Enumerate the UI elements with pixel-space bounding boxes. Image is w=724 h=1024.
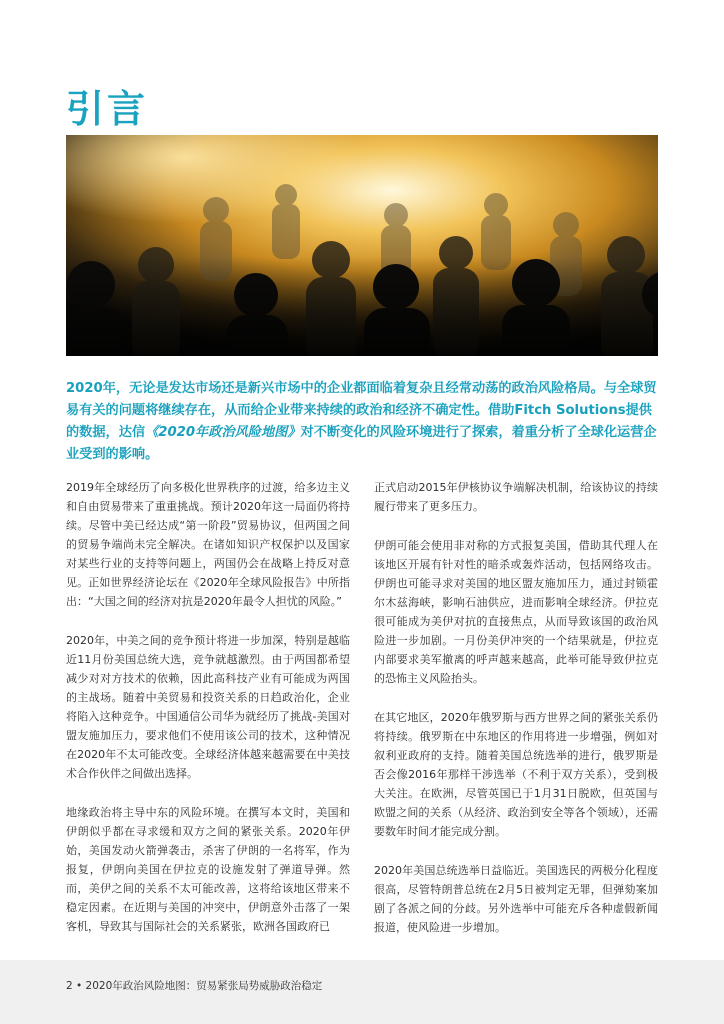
body-paragraph: 正式启动2015年伊核协议争端解决机制，给该协议的持续履行带来了更多压力。 xyxy=(374,481,658,513)
body-paragraph: 2019年全球经历了向多极化世界秩序的过渡，给多边主义和自由贸易带来了重重挑战。预计2020年这一局面仍将持续。尽管中美已经达成“第一阶段”贸易协议，但两国之间的贸易争端尚未完全解决。在诸如知识产权保护以及国家对某些行业的支持等问题上，两国仍会在战略上持反对意见。正如世界经济论坛在《2020年全球风险报告》中所指出：“大国之间的经济对抗是2020年最令人担忧的风险。” xyxy=(66,481,350,608)
lead-text-1: 2020年，无论是发达市场还是新兴市场中的企业都面临着复杂且经常动荡的政治风险格局。与全球贸易有关的问题将继续存在，从而给企业带来持续的政治和经济不确定性。借助Fitch Solutions提供的数据，达信 xyxy=(66,381,657,440)
page-footer xyxy=(0,960,724,1024)
body-paragraph: 伊朗可能会使用非对称的方式报复美国，借助其代理人在该地区开展有针对性的暗杀或轰炸活动，包括网络攻击。伊朗也可能寻求对美国的地区盟友施加压力，通过封锁霍尔木兹海峡，影响石油供应，进而影响全球经济。伊拉克很可能成为美伊对抗的直接焦点，从而导致该国的政治风险进一步加剧。一月份美伊冲突的一个结果就是，伊拉克内部要求美军撤离的呼声越来越高，此举可能导致伊拉克的恐怖主义风险抬头。 xyxy=(374,539,658,685)
body-paragraph: 2020年美国总统选举日益临近。美国选民的两极分化程度很高，尽管特朗普总统在2月5日被判定无罪，但弹劾案加剧了各派之间的分歧。另外选举中可能充斥各种虚假新闻报道，使风险进一步增加。 xyxy=(374,864,658,934)
footer-page-label: 2 • 2020年政治风险地图：贸易紧张局势威胁政治稳定 xyxy=(66,980,323,992)
body-paragraph: 在其它地区，2020年俄罗斯与西方世界之间的紧张关系仍将持续。俄罗斯在中东地区的作用将进一步增强，例如对叙利亚政府的支持。随着美国总统选举的进行，俄罗斯是否会像2016年那样干涉选举（不利于双方关系），受到极大关注。在欧洲，尽管英国已于1月31日脱欧，但英国与欧盟之间的关系（从经济、政治到安全等各个领域），还需要数年时间才能完成分割。 xyxy=(374,711,658,838)
hero-image-crowd-silhouettes xyxy=(66,135,658,356)
body-column-left xyxy=(66,478,350,956)
lead-paragraph xyxy=(66,378,660,466)
lead-text-2: 对不断变化的风险环境进行了探索，着重分析了全球化运营企业受到的影响。 xyxy=(66,425,657,462)
body-paragraph: 地缘政治将主导中东的风险环境。在撰写本文时，美国和伊朗似乎都在寻求缓和双方之间的紧张关系。2020年伊始，美国发动火箭弹袭击，杀害了伊朗的一名将军，作为报复，伊朗向美国在伊拉克的设施发射了弹道导弹。然而，美伊之间的关系不太可能改善，这将给该地区带来不稳定因素。在近期与美国的冲突中，伊朗意外击落了一架客机，导致其与国际社会的关系紧张，欧洲各国政府已 xyxy=(66,806,350,933)
body-paragraph: 2020年，中美之间的竞争预计将进一步加深，特别是越临近11月份美国总统大选，竞争就越激烈。由于两国都希望减少对对方技术的依赖，因此高科技产业有可能成为两国的主战场。随着中美贸易和投资关系的日趋政治化，企业将陷入这种竞争。中国通信公司华为就经历了挑战-美国对盟友施加压力，要求他们不使用该公司的技术，这种情况在2020年不太可能改变。全球经济体越来越需要在中美技术合作伙伴之间做出选择。 xyxy=(66,634,350,780)
page-title: 引言 xyxy=(66,87,149,131)
body-column-right xyxy=(374,478,658,957)
lead-text-italic-title: 《2020年政治风险地图》 xyxy=(145,425,301,440)
